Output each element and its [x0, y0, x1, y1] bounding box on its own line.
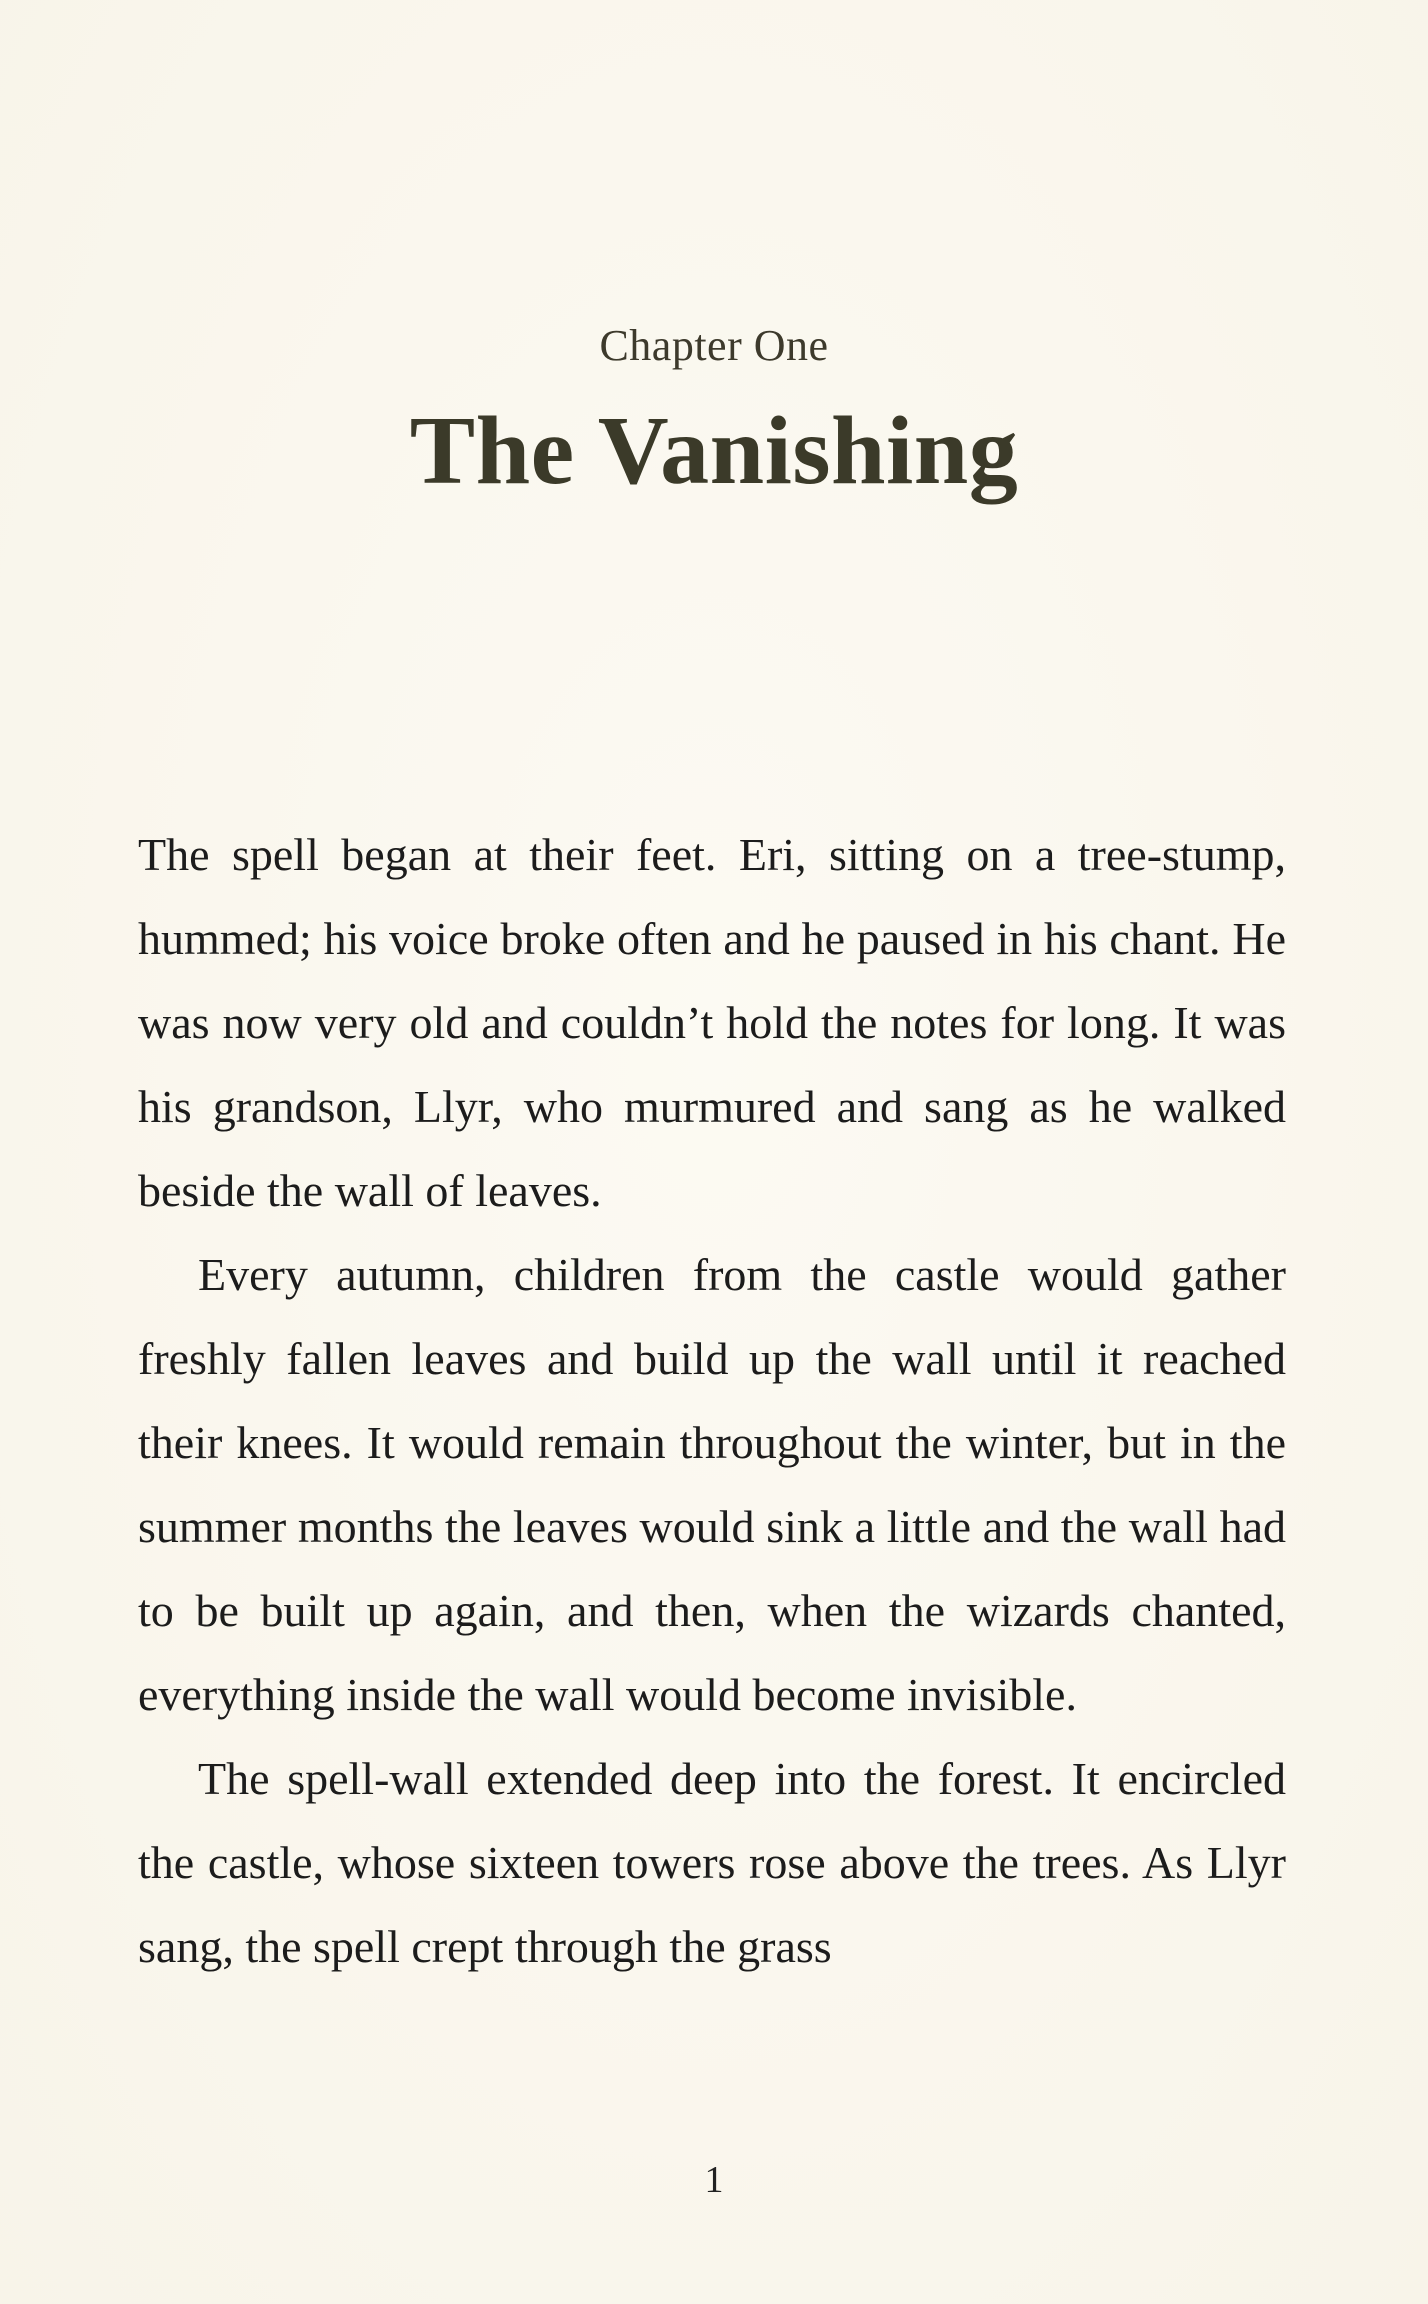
paragraph: The spell began at their feet. Eri, sitting on a tree-stump, hummed; his voice broke often and he paused in his chant. He was now very old and couldn’t hold the notes for long. It was his grandson, Llyr, who murmured and sang as he walked beside the wall of leaves.: [138, 829, 1286, 1216]
chapter-label: Chapter One: [599, 321, 829, 370]
paragraph: Every autumn, children from the castle would gather freshly fallen leaves and build up the wall until it reached their knees. It would remain throughout the winter, but in the summer months the leaves would sink a little and the wall had to be built up again, and then, when the wizards chanted, everything inside the wall would become invisible.: [138, 1249, 1286, 1720]
page-number: 1: [704, 2159, 724, 2201]
paragraph: The spell-wall extended deep into the forest. It encircled the castle, whose sixteen towers rose above the trees. As Llyr sang, the spell crept through the grass: [138, 1753, 1286, 1972]
chapter-title: The Vanishing: [409, 397, 1019, 505]
body-text: [138, 813, 1286, 1989]
